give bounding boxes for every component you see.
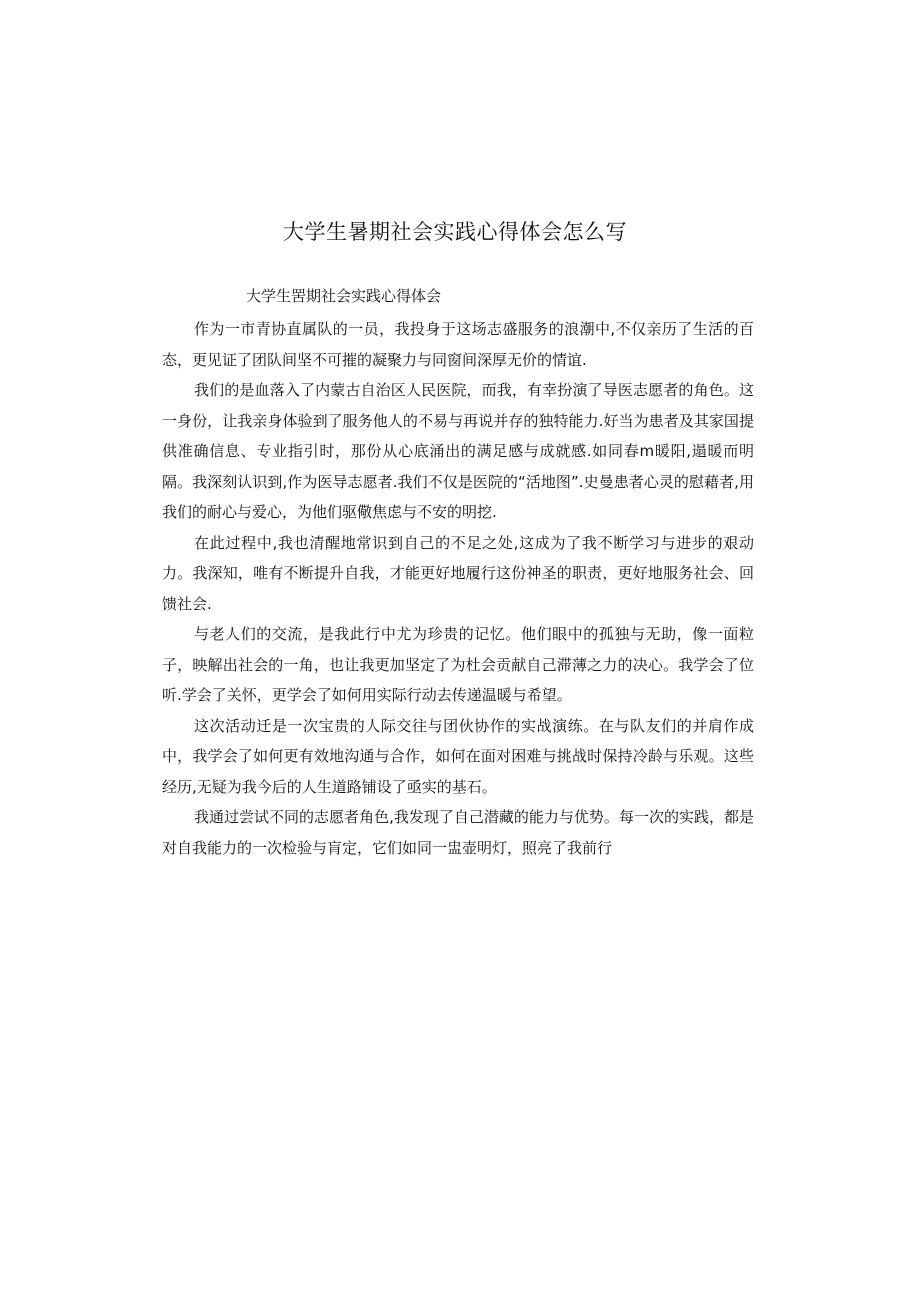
paragraph-4: 与老人们的交流，是我此行中尤为珍贵的记忆。他们眼中的孤独与无助，像一面粒子，映解出社会的一角，也让我更加坚定了为杜会贡献自己滞薄之力的决心。我学会了位听.学会了关怀，更学会了如何用实际行动去传递温暖与希望。: [162, 625, 754, 704]
paragraph-5: 这次活动迁是一次宝贵的人际交往与团伙协作的实战演练。在与队友们的并肩作成中，我学会了如何更有效地沟通与合作，如何在面对困难与挑战时保持冷龄与乐观。这些经历,无疑为我今后的人生道路铺设了亟实的基石。: [162, 716, 754, 796]
document-title: 大学生暑期社会实践心得体会怎么写: [283, 220, 627, 244]
paragraph-1: 作为一市青协直属队的一员，我投身于这场志盛服务的浪潮中,不仅亲历了生活的百态，更见证了团队间坚不可摧的凝聚力与同窗间深厚无价的情谊.: [162, 320, 754, 369]
paragraph-6: 我通过尝试不同的志愿者角色,我发现了自己潜藏的能力与优势。每一次的实践，都是对自我能力的一次检验与肓定，它们如同一盅壶明灯，照亮了我前行: [162, 808, 754, 857]
paragraph-3: 在此过程中,我也清醒地常识到自己的不足之处,这成为了我不断学习与进步的艰动力。我深知，唯有不断提升自我，才能更好地履行这份神圣的职责，更好地服务社会、回馈社会.: [162, 533, 754, 613]
document-subtitle: 大学生罟期社会实践心得体会: [246, 287, 442, 305]
document-body: [162, 314, 754, 863]
paragraph-2: 我们的是血落入了内蒙古自治区人民医院，而我，有幸扮演了导医志愿者的角色。这一身份，让我亲身体验到了服务他人的不易与再说并存的独特能力.好当为患者及其家国提供准确信息、专业指引时，那份从心底涌出的满足感与成就感.如同春m暖阳,遢暖而明隔。我深刻认识到,作为医导志愿者.我们不仅是医院的“活地图”.史曼患者心灵的慰藉者,用我们的耐心与爱心，为他们驱儆焦虑与不安的明挖.: [162, 381, 754, 521]
